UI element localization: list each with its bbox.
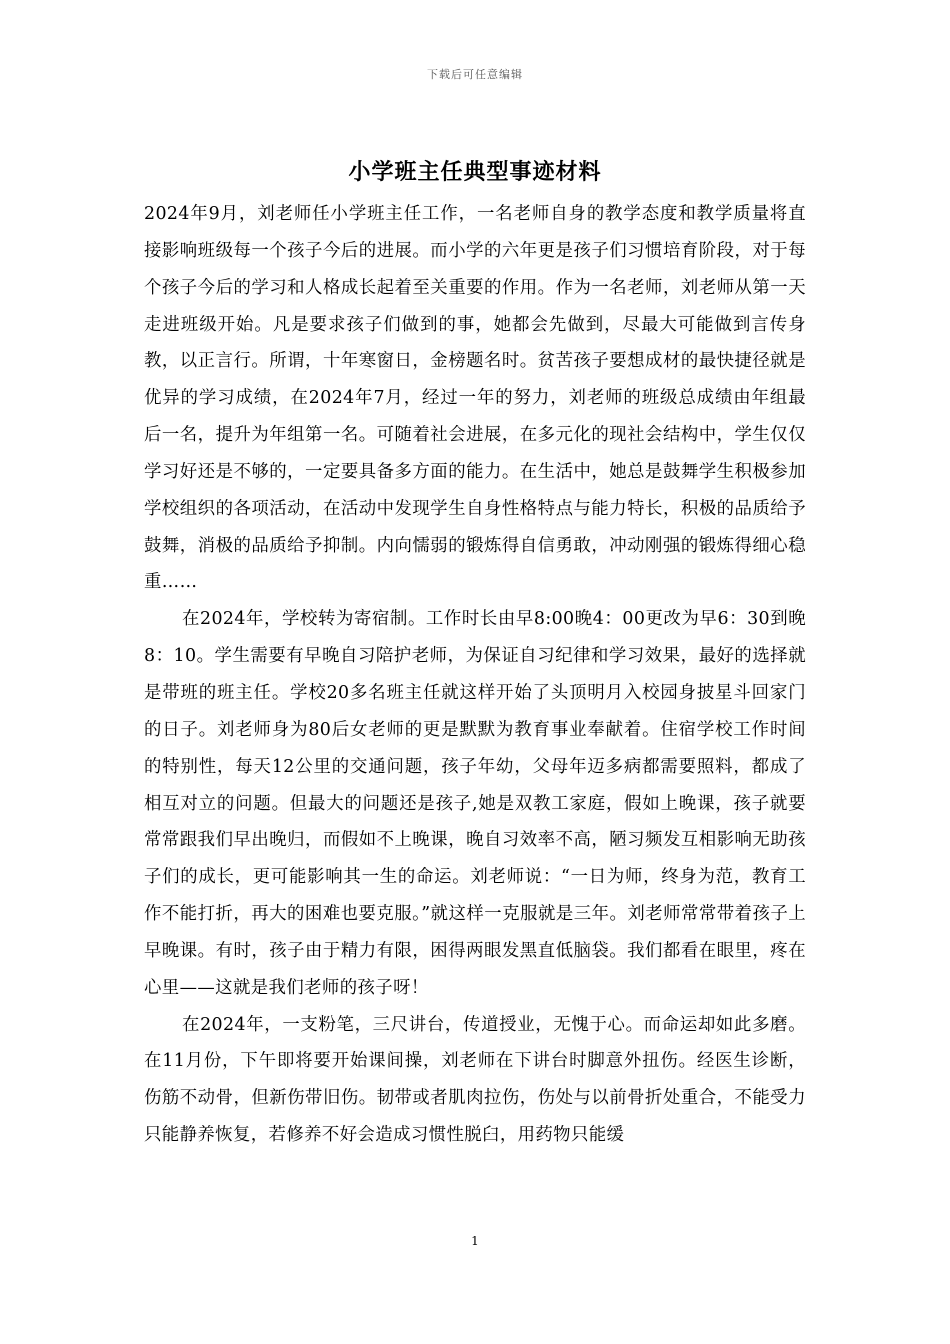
header-note: 下载后可任意编辑	[427, 68, 523, 81]
document-body	[144, 196, 806, 1154]
page-number: 1	[471, 1234, 479, 1248]
paragraph-1: 2024年9月，刘老师任小学班主任工作，一名老师自身的教学态度和教学质量将直接影响班级每一个孩子今后的进展。而小学的六年更是孩子们习惯培育阶段，对于每个孩子今后的学习和人格成长起着至关重要的作用。作为一名老师，刘老师从第一天走进班级开始。凡是要求孩子们做到的事，她都会先做到，尽最大可能做到言传身教，以正言行。所谓，十年寒窗日，金榜题名时。贫苦孩子要想成材的最快捷径就是优异的学习成绩，在2024年7月，经过一年的努力，刘老师的班级总成绩由年组最后一名，提升为年组第一名。可随着社会进展，在多元化的现社会结构中，学生仅仅学习好还是不够的，一定要具备多方面的能力。在生活中，她总是鼓舞学生积极参加学校组织的各项活动，在活动中发现学生自身性格特点与能力特长，积极的品质给予鼓舞，消极的品质给予抑制。内向懦弱的锻炼得自信勇敢，冲动刚强的锻炼得细心稳重……	[144, 204, 806, 593]
paragraph-3: 在2024年，一支粉笔，三尺讲台，传道授业，无愧于心。而命运却如此多磨。在11月份，下午即将要开始课间操，刘老师在下讲台时脚意外扭伤。经医生诊断，伤筋不动骨，但新伤带旧伤。韧带或者肌肉拉伤，伤处与以前骨折处重合，不能受力只能静养恢复，若修养不好会造成习惯性脱臼，用药物只能缓	[144, 1014, 806, 1146]
paragraph-2: 在2024年，学校转为寄宿制。工作时长由早8:00晚4：00更改为早6：30到晚8：10。学生需要有早晚自习陪护老师，为保证自习纪律和学习效果，最好的选择就是带班的班主任。学校20多名班主任就这样开始了头顶明月入校园身披星斗回家门的日子。刘老师身为80后女老师的更是默默为教育事业奉献着。住宿学校工作时间的特别性，每天12公里的交通问题，孩子年幼，父母年迈多病都需要照料，都成了相互对立的问题。但最大的问题还是孩子,她是双教工家庭，假如上晚课，孩子就要常常跟我们早出晚归，而假如不上晚课，晚自习效率不高，陋习频发互相影响无助孩子们的成长，更可能影响其一生的命运。刘老师说：“一日为师，终身为范，教育工作不能打折，再大的困难也要克服。”就这样一克服就是三年。刘老师常常带着孩子上早晚课。有时，孩子由于精力有限，困得两眼发黑直低脑袋。我们都看在眼里，疼在心里——这就是我们老师的孩子呀！	[144, 609, 806, 998]
document-title: 小学班主任典型事迹材料	[348, 159, 602, 185]
